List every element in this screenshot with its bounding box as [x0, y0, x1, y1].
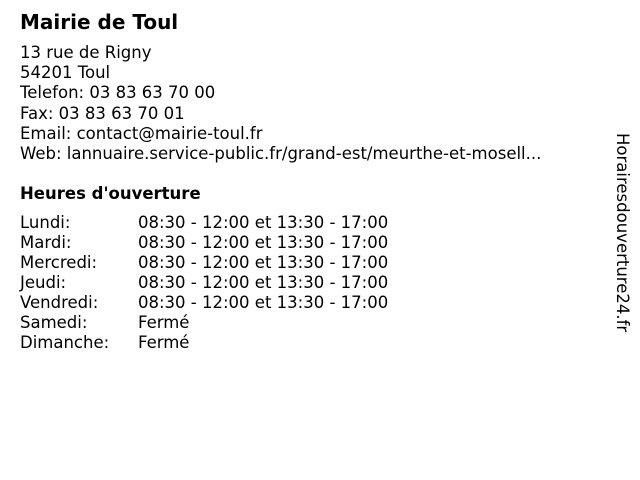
day-label: Lundi:: [20, 213, 71, 232]
fax-number: Fax: 03 83 63 70 01: [20, 103, 185, 123]
day-label: Dimanche:: [20, 333, 110, 352]
day-hours: 08:30 - 12:00 et 13:30 - 17:00: [138, 273, 389, 292]
day-hours: 08:30 - 12:00 et 13:30 - 17:00: [138, 213, 389, 232]
website-url: Web: lannuaire.service-public.fr/grand-est/meurthe-et-mosell...: [20, 143, 542, 163]
hours-row-monday: [20, 213, 460, 233]
opening-hours-list: [20, 213, 460, 353]
day-hours: 08:30 - 12:00 et 13:30 - 17:00: [138, 293, 389, 312]
day-label: Jeudi:: [20, 273, 67, 292]
hours-row-sunday: [20, 333, 460, 353]
hours-row-wednesday: [20, 253, 460, 273]
day-label: Mardi:: [20, 233, 72, 252]
hours-row-saturday: [20, 313, 460, 333]
day-hours: 08:30 - 12:00 et 13:30 - 17:00: [138, 233, 389, 252]
day-hours: Fermé: [138, 313, 190, 332]
day-hours: 08:30 - 12:00 et 13:30 - 17:00: [138, 253, 389, 272]
hours-row-friday: [20, 293, 460, 313]
page-title: Mairie de Toul: [20, 10, 179, 34]
phone-number: Telefon: 03 83 63 70 00: [20, 83, 216, 103]
day-hours: Fermé: [138, 333, 190, 352]
hours-row-thursday: [20, 273, 460, 293]
address-street: 13 rue de Rigny: [20, 43, 152, 62]
day-label: Samedi:: [20, 313, 88, 332]
site-watermark: Horairesdouverture24.fr: [613, 133, 632, 333]
email-address: Email: contact@mairie-toul.fr: [20, 123, 263, 143]
address-city: 54201 Toul: [20, 63, 111, 83]
day-label: Vendredi:: [20, 293, 99, 312]
contact-info: [20, 43, 541, 164]
day-label: Mercredi:: [20, 253, 98, 272]
opening-hours-heading: Heures d'ouverture: [20, 184, 201, 203]
hours-row-tuesday: [20, 233, 460, 253]
